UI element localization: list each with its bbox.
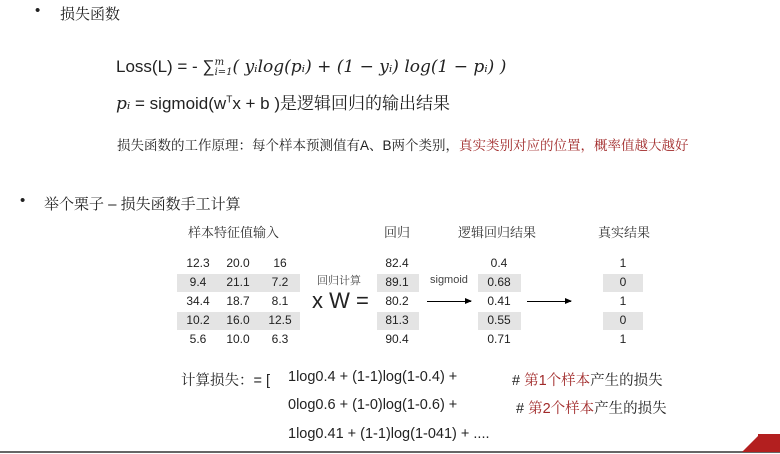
calc-line-1: [288, 369, 457, 385]
arrow-icon: [527, 301, 571, 302]
bullet: •: [35, 2, 41, 19]
regression-cell: 90.4: [385, 332, 409, 346]
sum-symbol: ∑: [202, 57, 215, 76]
loss-formula: [116, 57, 506, 78]
feature-cell: 16: [273, 256, 287, 270]
feature-cell: 8.1: [271, 294, 289, 308]
principle-text: [117, 134, 689, 154]
sum-sup: m: [214, 56, 225, 68]
regression-cell: 80.2: [385, 294, 409, 308]
feature-cell: 12.3: [186, 256, 210, 270]
logistic-cell: 0.41: [487, 294, 511, 308]
p-rhs-b: x + b )是逻辑回归的输出结果: [232, 94, 451, 113]
section-title-example: 举个栗子 – 损失函数手工计算: [44, 196, 241, 213]
comment-rest: 产生的损失: [590, 373, 663, 389]
hash: #: [516, 401, 529, 417]
header-truth: 真实结果: [598, 225, 651, 240]
feature-cell: 20.0: [226, 256, 250, 270]
truth-cell: 1: [619, 294, 627, 308]
logistic-cell: 0.4: [490, 256, 508, 270]
loss-lhs: Loss(L) = -: [116, 57, 203, 76]
comment-highlight: 第1个样本: [524, 373, 591, 389]
p-sup: T: [226, 94, 233, 106]
header-logistic: 逻辑回归结果: [458, 225, 537, 240]
logistic-cell: 0.71: [487, 332, 511, 346]
header-regression: 回归: [384, 225, 411, 240]
feature-cell: 6.3: [271, 332, 289, 346]
sigmoid-label: sigmoid: [430, 274, 468, 286]
calc-expr: 1log0.41 + (1-1)log(1-041) + ....: [288, 426, 490, 442]
comment-rest: 产生的损失: [594, 401, 667, 417]
calc-comment-2: [516, 397, 667, 418]
regression-cell: 82.4: [385, 256, 409, 270]
footer-divider: [0, 451, 780, 453]
regression-cell: 81.3: [385, 313, 409, 327]
section-title-loss: 损失函数: [60, 6, 121, 23]
header-features: 样本特征值输入: [188, 225, 280, 240]
sum-sub: i=1: [214, 66, 233, 78]
feature-cell: 21.1: [226, 275, 250, 289]
p-lhs: pᵢ: [116, 94, 131, 114]
calc-expr: 0log0.6 + (1-0)log(1-0.6) +: [288, 397, 458, 413]
truth-cell: 1: [619, 332, 627, 346]
weight-op: x W =: [312, 288, 369, 313]
truth-cell: 0: [619, 313, 627, 327]
feature-cell: 10.0: [226, 332, 250, 346]
truth-cell: 0: [619, 275, 627, 289]
principle-highlight: 真实类别对应的位置，概率值越大越好: [459, 138, 689, 153]
feature-cell: 5.6: [189, 332, 207, 346]
calc-label: 计算损失：= [: [181, 373, 271, 389]
feature-cell: 34.4: [186, 294, 210, 308]
loss-body: ( yᵢlog(pᵢ) + (1 − yᵢ) log(1 − pᵢ) ): [232, 57, 507, 77]
p-rhs-a: = sigmoid(w: [130, 94, 227, 113]
feature-cell: 18.7: [226, 294, 250, 308]
feature-cell: 12.5: [268, 313, 292, 327]
p-formula: [116, 89, 450, 114]
calc-comment-1: [512, 369, 663, 390]
feature-cell: 7.2: [271, 275, 289, 289]
calc-expr: 1log0.4 + (1-1)log(1-0.4) +: [288, 369, 458, 385]
regression-cell: 89.1: [385, 275, 409, 289]
principle-plain: 损失函数的工作原理：每个样本预测值有A、B两个类别，: [117, 138, 460, 153]
arrow-icon: [427, 301, 471, 302]
feature-cell: 9.4: [189, 275, 207, 289]
regression-op-label: 回归计算: [317, 275, 361, 287]
calc-line-2: [288, 397, 457, 413]
corner-decoration: [758, 434, 780, 452]
logistic-cell: 0.55: [487, 313, 511, 327]
comment-highlight: 第2个样本: [528, 401, 595, 417]
logistic-cell: 0.68: [487, 275, 511, 289]
truth-cell: 1: [619, 256, 627, 270]
bullet: •: [20, 192, 26, 209]
calc-line-3: [288, 426, 490, 442]
hash: #: [512, 373, 525, 389]
feature-cell: 16.0: [226, 313, 250, 327]
feature-cell: 10.2: [186, 313, 210, 327]
